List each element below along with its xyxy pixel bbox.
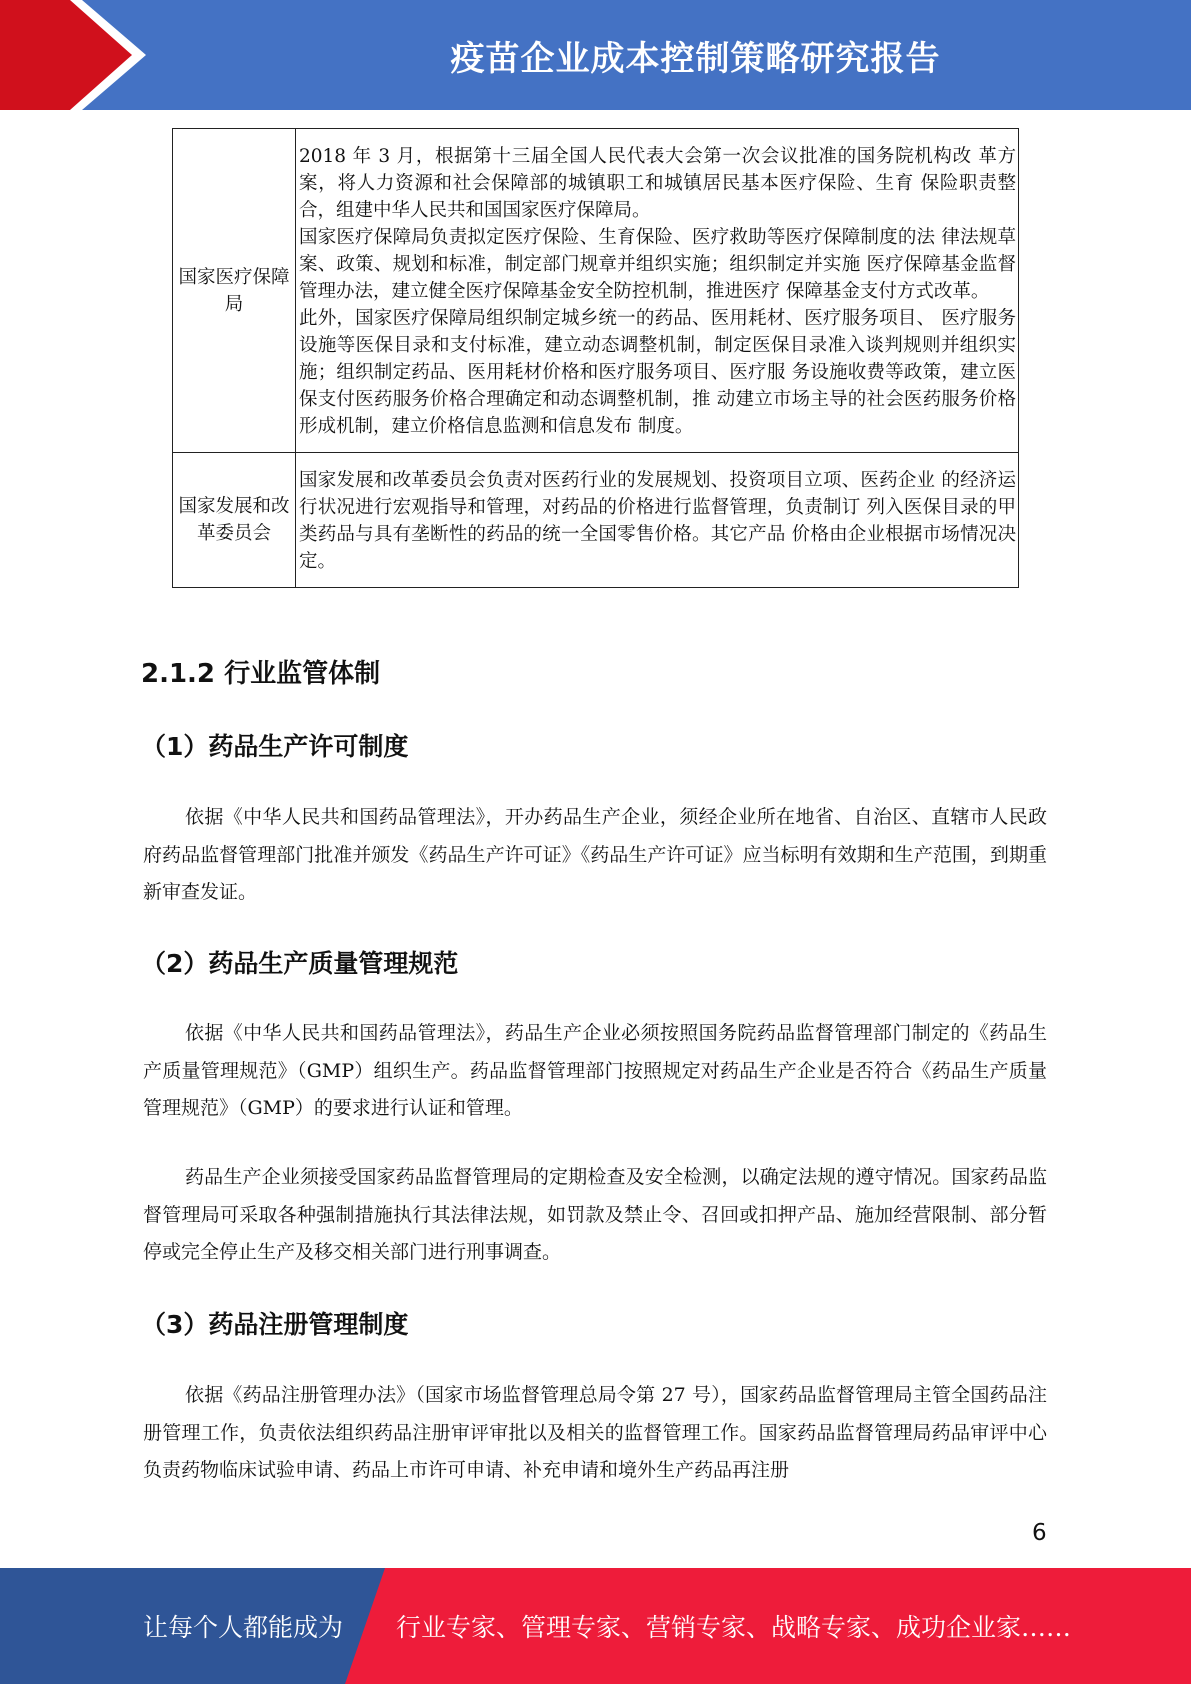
table-row — [173, 453, 1019, 588]
table-cell-desc — [296, 453, 1019, 588]
page-footer — [0, 1568, 1191, 1684]
subsection-heading-3: （3）药品注册管理制度 — [141, 1310, 409, 1339]
paragraph: 依据《中华人民共和国药品管理法》，药品生产企业必须按照国务院药品监督管理部门制定的《药品生产质量管理规范》（GMP）组织生产。药品监督管理部门按照规定对药品生产企业是否符合《药品生产质量管理规范》（GMP）的要求进行认证和管理。 — [143, 1022, 1047, 1119]
header-title: 疫苗企业成本控制策略研究报告 — [450, 38, 941, 79]
table-row — [173, 129, 1019, 453]
subsection-heading-1: （1）药品生产许可制度 — [141, 732, 409, 761]
table-cell-org: 国家医疗保障局 — [173, 129, 296, 453]
paragraph: 药品生产企业须接受国家药品监督管理局的定期检查及安全检测，以确定法规的遵守情况。国家药品监督管理局可采取各种强制措施执行其法律法规，如罚款及禁止令、召回或扣押产品、施加经营限制、部分暂停或完全停止生产及移交相关部门进行刑事调查。 — [143, 1166, 1047, 1263]
header-arrow-red — [0, 0, 132, 110]
paragraph: 依据《药品注册管理办法》（国家市场监督管理总局令第 27 号），国家药品监督管理局主管全国药品注册管理工作，负责依法组织药品注册审评审批以及相关的监督管理工作。国家药品监督管理局药品审评中心负责药物临床试验申请、药品上市许可申请、补充申请和境外生产药品再注册 — [143, 1384, 1047, 1481]
table-cell-org: 国家发展和改革委员会 — [173, 453, 296, 588]
table-paragraph: 此外，国家医疗保障局组织制定城乡统一的药品、医用耗材、医疗服务项目、 医疗服务设施等医保目录和支付标准，建立动态调整机制，制定医保目录准入谈判规则并组织实施；组织制定药品、医用耗材价格和医疗服务项目、医疗服 务设施收费等政策，建立医保支付医药服务价格合理确定和动态调整机制，推 动建立市场主导的社会医药服务价格形成机制，建立价格信息监测和信息发布 制度。 — [299, 308, 1016, 437]
paragraph: 依据《中华人民共和国药品管理法》，开办药品生产企业，须经企业所在地省、自治区、直辖市人民政府药品监督管理部门批准并颁发《药品生产许可证》《药品生产许可证》应当标明有效期和生产范围，到期重新审查发证。 — [143, 806, 1047, 903]
table-paragraph: 2018 年 3 月，根据第十三届全国人民代表大会第一次会议批准的国务院机构改 革方案，将人力资源和社会保障部的城镇职工和城镇居民基本医疗保险、生育 保险职责整合，组建中华人民共和国国家医疗保障局。 — [299, 146, 1016, 221]
table-paragraph: 国家发展和改革委员会负责对医药行业的发展规划、投资项目立项、医药企业 的经济运行状况进行宏观指导和管理，对药品的价格进行监督管理，负责制订 列入医保目录的甲类药品与具有垄断性的药品的统一全国零售价格。其它产品 价格由企业根据市场情况决定。 — [299, 470, 1016, 572]
section-heading: 2.1.2 行业监管体制 — [141, 659, 381, 689]
table-cell-desc — [296, 129, 1019, 453]
footer-slogan-left: 让每个人都能成为 — [143, 1613, 344, 1642]
footer-slogan-right: 行业专家、管理专家、营销专家、战略专家、成功企业家…… — [396, 1613, 1072, 1642]
regulator-table — [172, 128, 1019, 588]
page-number: 6 — [1032, 1520, 1047, 1546]
table-paragraph: 国家医疗保障局负责拟定医疗保险、生育保险、医疗救助等医疗保障制度的法 律法规草案、政策、规划和标准，制定部门规章并组织实施；组织制定并实施 医疗保障基金监督管理办法，建立健全医疗保障基金安全防控机制，推进医疗 保障基金支付方式改革。 — [299, 227, 1016, 302]
subsection-heading-2: （2）药品生产质量管理规范 — [141, 949, 459, 978]
page-header — [0, 0, 1191, 110]
